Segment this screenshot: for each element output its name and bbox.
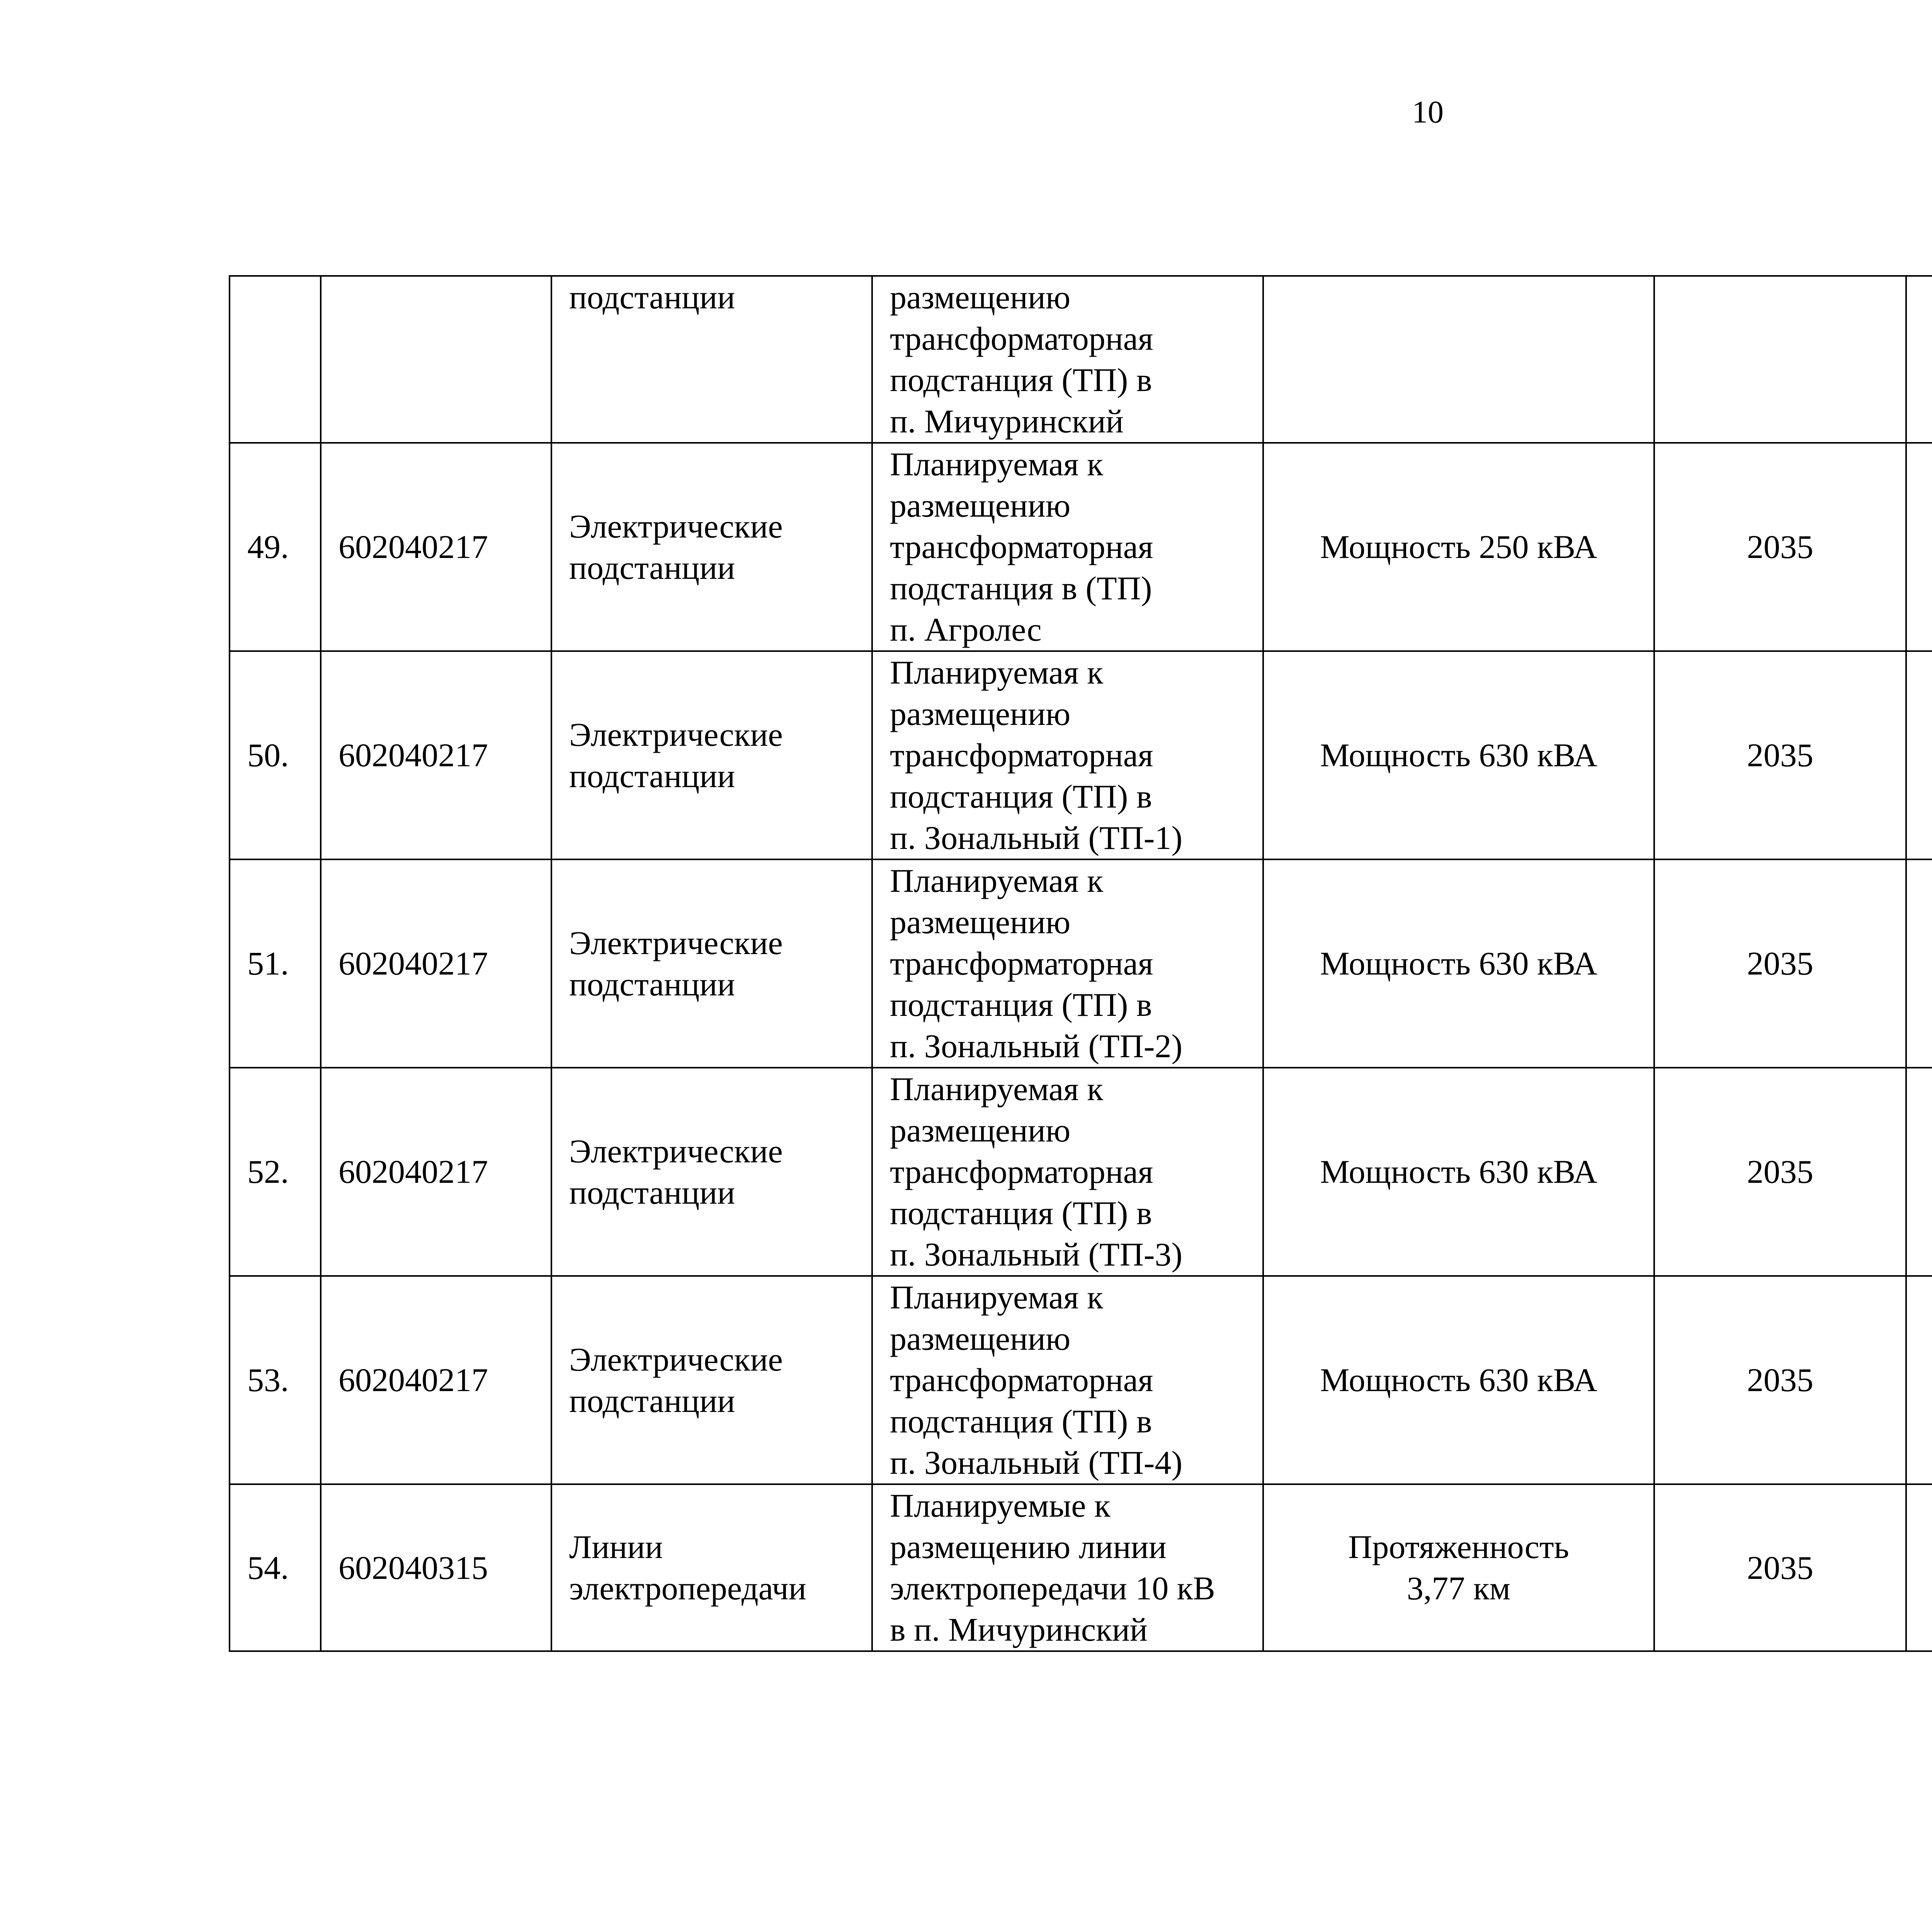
cell-year: 2035 bbox=[1654, 651, 1906, 859]
cell-line bbox=[1924, 1401, 1932, 1442]
cell-line bbox=[1924, 547, 1932, 589]
cell-line bbox=[1924, 1318, 1932, 1359]
cell-zone bbox=[1906, 651, 1932, 859]
cell-code bbox=[321, 276, 551, 443]
table-row bbox=[230, 1484, 1932, 1651]
cell-line bbox=[1924, 1547, 1932, 1589]
cell-num bbox=[230, 276, 321, 443]
cell-line: размещению bbox=[890, 1320, 1071, 1357]
table-row bbox=[230, 1068, 1932, 1276]
cell-line bbox=[1924, 1192, 1932, 1234]
table-row bbox=[230, 443, 1932, 651]
cell-description bbox=[872, 1276, 1263, 1484]
cell-type bbox=[551, 276, 872, 443]
cell-code: 602040217 bbox=[321, 859, 551, 1068]
table-row bbox=[230, 859, 1932, 1068]
cell-line: подстанции bbox=[569, 1382, 735, 1419]
cell-num: 49. bbox=[230, 443, 321, 651]
objects-table bbox=[229, 275, 1932, 1652]
cell-description bbox=[872, 859, 1263, 1068]
cell-num: 54. bbox=[230, 1484, 321, 1651]
cell-zone bbox=[1906, 1068, 1932, 1276]
cell-description bbox=[872, 443, 1263, 651]
cell-line: п. Зональный (ТП-2) bbox=[890, 1027, 1183, 1065]
cell-line: Мощность 630 кВА bbox=[1320, 737, 1597, 774]
cell-year: 2035 bbox=[1654, 1068, 1906, 1276]
cell-line: размещению линии bbox=[890, 1528, 1167, 1565]
cell-line: Протяженность bbox=[1348, 1528, 1569, 1565]
cell-line: подстанция (ТП) в bbox=[890, 986, 1152, 1023]
cell-type bbox=[551, 443, 872, 651]
cell-num: 50. bbox=[230, 651, 321, 859]
cell-zone bbox=[1906, 1276, 1932, 1484]
cell-code: 602040217 bbox=[321, 1276, 551, 1484]
cell-description bbox=[872, 1484, 1263, 1651]
table-row bbox=[230, 1276, 1932, 1484]
cell-line: размещению bbox=[890, 279, 1071, 316]
cell-line bbox=[1924, 693, 1932, 735]
cell-capacity bbox=[1263, 443, 1654, 651]
cell-line: подстанции bbox=[569, 965, 735, 1003]
cell-line: размещению bbox=[890, 695, 1071, 732]
cell-code: 602040217 bbox=[321, 1068, 551, 1276]
table-row bbox=[230, 651, 1932, 859]
cell-line: Планируемые к bbox=[890, 1487, 1111, 1524]
cell-line: подстанция в (ТП) bbox=[890, 570, 1152, 607]
cell-year: 2035 bbox=[1654, 1276, 1906, 1484]
cell-num: 51. bbox=[230, 859, 321, 1068]
cell-line: трансформаторная bbox=[890, 1361, 1153, 1398]
cell-line: Электрические bbox=[569, 1132, 783, 1170]
cell-type bbox=[551, 1276, 872, 1484]
cell-zone bbox=[1906, 443, 1932, 651]
cell-line: п. Зональный (ТП-3) bbox=[890, 1236, 1183, 1273]
cell-line: подстанция (ТП) в bbox=[890, 1194, 1152, 1232]
cell-year bbox=[1654, 276, 1906, 443]
cell-capacity bbox=[1263, 276, 1654, 443]
cell-line: подстанция (ТП) в bbox=[890, 778, 1152, 815]
cell-line: Планируемая к bbox=[890, 446, 1103, 483]
cell-line: Планируемая к bbox=[890, 654, 1103, 691]
cell-line: электропередачи 10 кВ bbox=[890, 1570, 1215, 1607]
cell-line bbox=[1924, 1359, 1932, 1401]
cell-line: размещению bbox=[890, 487, 1071, 524]
cell-type bbox=[551, 859, 872, 1068]
cell-line: подстанции bbox=[569, 757, 735, 794]
cell-code: 602040217 bbox=[321, 443, 551, 651]
cell-type bbox=[551, 651, 872, 859]
cell-line: Мощность 630 кВА bbox=[1320, 1361, 1597, 1398]
cell-line: п. Зональный (ТП-1) bbox=[890, 819, 1183, 856]
cell-line: трансформаторная bbox=[890, 945, 1153, 982]
cell-line: трансформаторная bbox=[890, 737, 1153, 774]
cell-capacity bbox=[1263, 1068, 1654, 1276]
cell-line: размещению bbox=[890, 1112, 1071, 1149]
cell-capacity bbox=[1263, 859, 1654, 1068]
cell-capacity bbox=[1263, 1276, 1654, 1484]
cell-line: Электрические bbox=[569, 924, 783, 961]
cell-line bbox=[1924, 943, 1932, 984]
cell-line: Мощность 630 кВА bbox=[1320, 945, 1597, 982]
cell-year: 2035 bbox=[1654, 443, 1906, 651]
cell-line bbox=[1924, 1110, 1932, 1151]
cell-line bbox=[1924, 735, 1932, 776]
cell-description bbox=[872, 276, 1263, 443]
cell-capacity bbox=[1263, 1484, 1654, 1651]
cell-line: трансформаторная bbox=[890, 320, 1153, 357]
cell-line: Планируемая к bbox=[890, 1279, 1103, 1316]
cell-description bbox=[872, 1068, 1263, 1276]
cell-line: подстанции bbox=[569, 1174, 735, 1211]
cell-line bbox=[1924, 506, 1932, 547]
cell-line: электропередачи bbox=[569, 1570, 806, 1607]
cell-num: 53. bbox=[230, 1276, 321, 1484]
cell-num: 52. bbox=[230, 1068, 321, 1276]
cell-zone bbox=[1906, 1484, 1932, 1651]
cell-line: Электрические bbox=[569, 716, 783, 753]
cell-line: в п. Мичуринский bbox=[890, 1611, 1148, 1648]
cell-line: Планируемая к bbox=[890, 862, 1103, 899]
cell-line: подстанции bbox=[569, 549, 735, 586]
cell-line: п. Мичуринский bbox=[890, 403, 1124, 440]
cell-line: 3,77 км bbox=[1406, 1570, 1511, 1607]
cell-line: Электрические bbox=[569, 507, 783, 545]
cell-zone bbox=[1906, 276, 1932, 443]
table-row-continuation bbox=[230, 276, 1932, 443]
cell-line: трансформаторная bbox=[890, 528, 1153, 565]
cell-line: п. Зональный (ТП-4) bbox=[890, 1444, 1183, 1481]
cell-line: Планируемая к bbox=[890, 1070, 1103, 1107]
cell-line bbox=[1924, 776, 1932, 817]
cell-line: Мощность 630 кВА bbox=[1320, 1153, 1597, 1190]
cell-line bbox=[1924, 1151, 1932, 1192]
cell-line bbox=[1924, 902, 1932, 943]
cell-line: Мощность 250 кВА bbox=[1320, 528, 1597, 565]
cell-type bbox=[551, 1484, 872, 1651]
cell-capacity bbox=[1263, 651, 1654, 859]
cell-line: подстанции bbox=[569, 279, 735, 316]
cell-zone bbox=[1906, 859, 1932, 1068]
page-number: 10 bbox=[1412, 94, 1444, 129]
cell-line: размещению bbox=[890, 903, 1071, 941]
cell-line: Линии bbox=[569, 1528, 663, 1565]
cell-year: 2035 bbox=[1654, 859, 1906, 1068]
cell-line: п. Агролес bbox=[890, 611, 1042, 648]
cell-line: подстанция (ТП) в bbox=[890, 361, 1152, 398]
cell-line bbox=[1924, 277, 1932, 318]
cell-line: подстанция (ТП) в bbox=[890, 1403, 1152, 1440]
cell-code: 602040315 bbox=[321, 1484, 551, 1651]
cell-line: трансформаторная bbox=[890, 1153, 1153, 1190]
cell-type bbox=[551, 1068, 872, 1276]
cell-line bbox=[1924, 984, 1932, 1026]
cell-code: 602040217 bbox=[321, 651, 551, 859]
cell-line bbox=[1924, 318, 1932, 359]
cell-line: Электрические bbox=[569, 1340, 783, 1378]
cell-year: 2035 bbox=[1654, 1484, 1906, 1651]
cell-description bbox=[872, 651, 1263, 859]
